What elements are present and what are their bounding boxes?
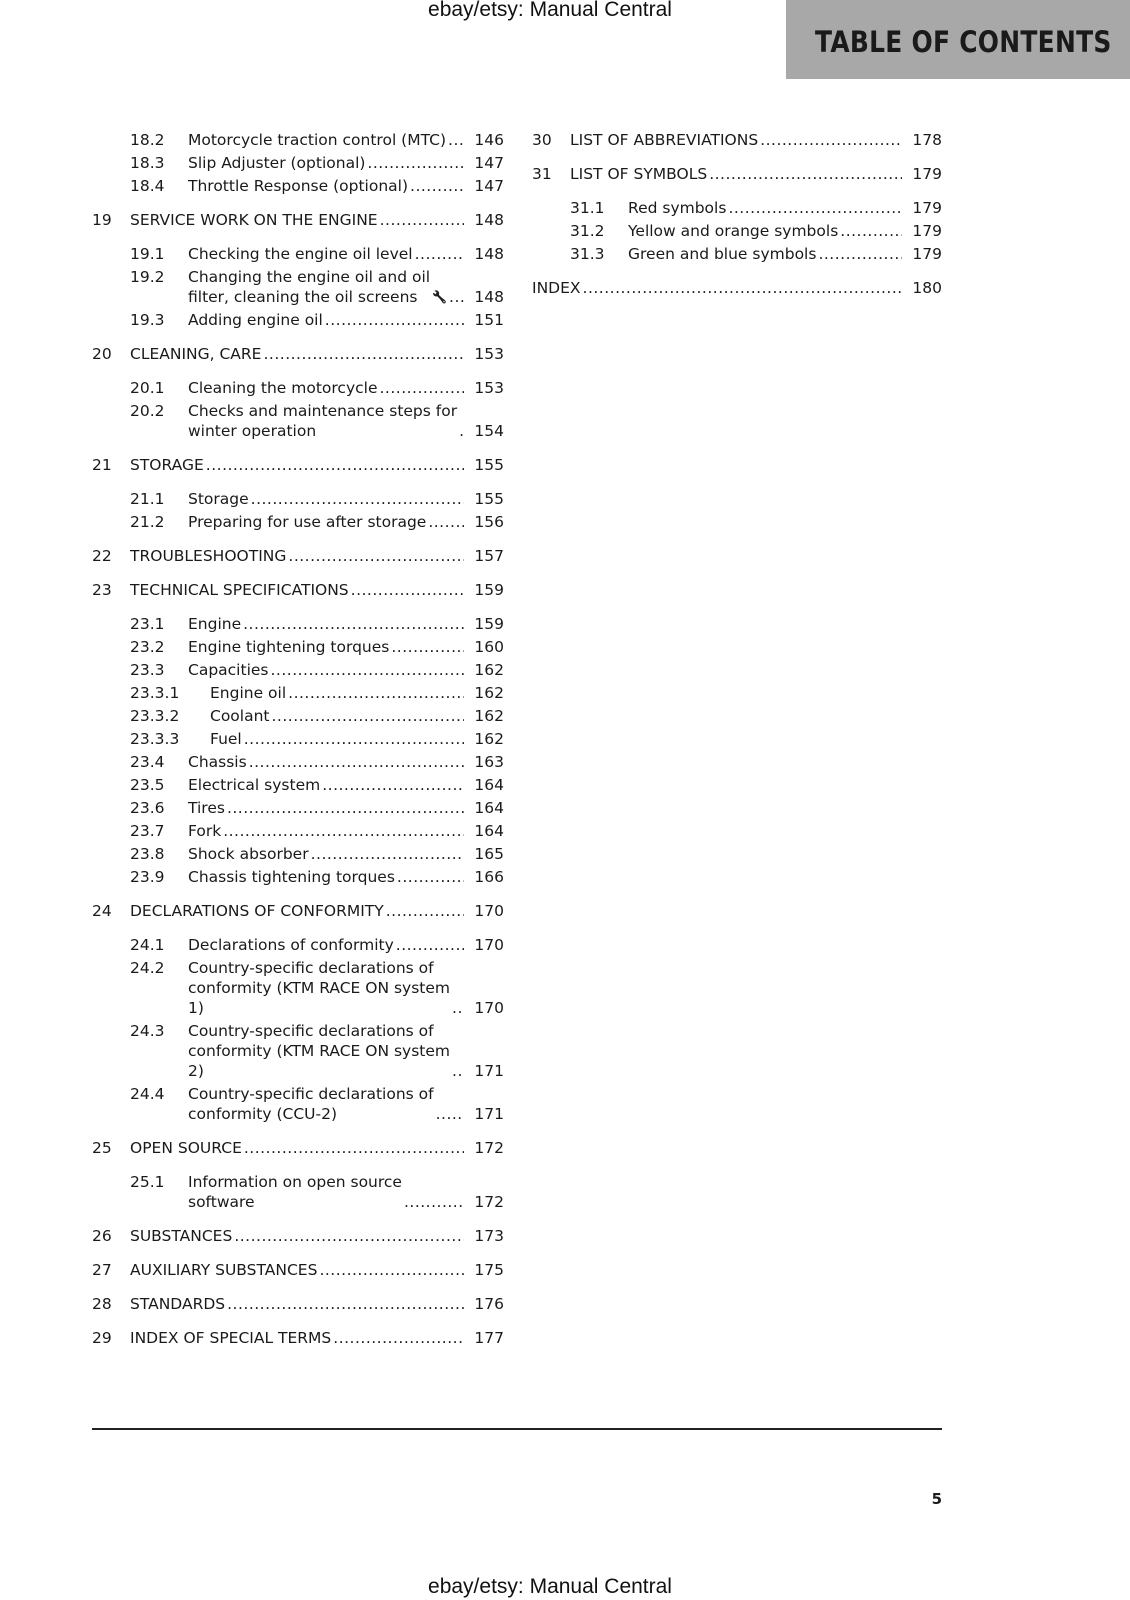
toc-entry-title: Shock absorber — [188, 845, 309, 863]
toc-entry-title: Chassis tightening torques — [188, 868, 395, 886]
toc-leader-dots — [367, 153, 464, 173]
toc-entry-title: INDEX — [532, 279, 581, 297]
toc-entry-title: Preparing for use after storage — [188, 513, 427, 531]
toc-entry-title: software — [188, 1193, 255, 1211]
toc-leader-dots — [227, 798, 464, 818]
toc-leader-dots — [333, 1328, 464, 1348]
toc-leader-dots — [227, 1294, 464, 1314]
toc-section-entry[interactable] — [92, 660, 504, 680]
toc-entry-number: 19.3 — [130, 311, 165, 329]
toc-page-number: 177 — [474, 1329, 504, 1347]
toc-page-number: 162 — [474, 730, 504, 748]
toc-page-number: 171 — [474, 1062, 504, 1080]
toc-entry-number: 23.3.2 — [130, 707, 180, 725]
toc-entry-number: 18.3 — [130, 154, 165, 172]
toc-leader-dots — [448, 130, 464, 150]
toc-entry-title: SUBSTANCES — [130, 1227, 233, 1245]
toc-entry-title: Fuel — [210, 730, 242, 748]
toc-entry-number: 30 — [532, 131, 552, 149]
toc-page-number: 164 — [474, 799, 504, 817]
toc-entry-title: Motorcycle traction control (MTC) — [188, 131, 447, 149]
toc-entry-title: Country-specific declarations of — [188, 1085, 434, 1103]
toc-page-number: 180 — [912, 279, 942, 297]
toc-chapter-entry[interactable] — [92, 1138, 504, 1158]
toc-page-number: 170 — [474, 999, 504, 1017]
toc-entry-title: STORAGE — [130, 456, 204, 474]
toc-section-entry[interactable] — [92, 1021, 504, 1081]
toc-leader-dots — [379, 378, 464, 398]
toc-leader-dots — [288, 683, 464, 703]
toc-entry-title: Throttle Response (optional) — [188, 177, 409, 195]
toc-entry-number: 23.3 — [130, 661, 165, 679]
toc-section-entry[interactable] — [92, 958, 504, 1018]
toc-section-entry[interactable] — [532, 244, 942, 264]
toc-entry-title: Tires — [188, 799, 225, 817]
toc-leader-dots — [709, 164, 902, 184]
toc-entry-number: 23.3.1 — [130, 684, 180, 702]
toc-page-number: 148 — [474, 245, 504, 263]
toc-section-entry[interactable] — [92, 935, 504, 955]
footer-divider — [92, 1428, 942, 1430]
toc-leader-dots — [263, 344, 464, 364]
toc-page-number: 163 — [474, 753, 504, 771]
toc-entry-title: CLEANING, CARE — [130, 345, 262, 363]
toc-entry-title: AUXILIARY SUBSTANCES — [130, 1261, 318, 1279]
toc-section-entry[interactable] — [92, 401, 504, 441]
toc-leader-dots — [319, 1260, 464, 1280]
toc-page-number: 170 — [474, 936, 504, 954]
toc-page-number: 146 — [474, 131, 504, 149]
toc-section-entry[interactable] — [92, 153, 504, 173]
toc-entry-title: Engine tightening torques — [188, 638, 390, 656]
toc-page-number: 179 — [912, 165, 942, 183]
toc-entry-number: 21 — [92, 456, 112, 474]
toc-page-number: 162 — [474, 661, 504, 679]
toc-entry-title: LIST OF ABBREVIATIONS — [570, 131, 759, 149]
toc-entry-number: 23.9 — [130, 868, 165, 886]
toc-page-number: 147 — [474, 154, 504, 172]
toc-entry-number: 24 — [92, 902, 112, 920]
toc-entry-title: 2) — [188, 1062, 204, 1080]
toc-leader-dots — [818, 244, 902, 264]
toc-section-entry[interactable] — [92, 729, 504, 749]
toc-entry-title: conformity (CCU-2) — [188, 1105, 337, 1123]
toc-page-number: 159 — [474, 581, 504, 599]
toc-leader-dots — [234, 1226, 464, 1246]
toc-entry-number: 24.3 — [130, 1022, 165, 1040]
toc-entry-title: Engine — [188, 615, 242, 633]
toc-entry-number: 18.2 — [130, 131, 165, 149]
toc-page-number: 164 — [474, 776, 504, 794]
toc-section-entry[interactable] — [532, 198, 942, 218]
toc-entry-number: 19 — [92, 211, 112, 229]
toc-section-entry[interactable] — [92, 310, 504, 330]
toc-entry-title: Changing the engine oil and oil — [188, 268, 431, 286]
toc-entry-number: 21.2 — [130, 513, 165, 531]
toc-section-entry[interactable] — [92, 798, 504, 818]
toc-section-entry[interactable] — [92, 489, 504, 509]
toc-chapter-entry[interactable] — [92, 1226, 504, 1246]
toc-section-entry[interactable] — [532, 221, 942, 241]
toc-entry-title: conformity (KTM RACE ON system — [188, 979, 451, 997]
toc-entry-number: 31.3 — [570, 245, 605, 263]
toc-page-number: 159 — [474, 615, 504, 633]
toc-entry-number: 19.2 — [130, 268, 165, 286]
toc-entry-number: 29 — [92, 1329, 112, 1347]
toc-entry-number: 31.1 — [570, 199, 605, 217]
toc-page-number: 157 — [474, 547, 504, 565]
toc-entry-title: conformity (KTM RACE ON system — [188, 1042, 451, 1060]
toc-entry-title: Storage — [188, 490, 249, 508]
toc-page-number: 160 — [474, 638, 504, 656]
toc-entry-title: 1) — [188, 999, 204, 1017]
toc-leader-dots — [270, 660, 464, 680]
toc-entry-number: 23.5 — [130, 776, 165, 794]
toc-page-number: 171 — [474, 1105, 504, 1123]
toc-entry-number: 20.1 — [130, 379, 165, 397]
toc-chapter-entry[interactable] — [92, 580, 504, 600]
toc-entry-title: TROUBLESHOOTING — [130, 547, 287, 565]
toc-chapter-entry[interactable] — [92, 1328, 504, 1348]
toc-entry-number: 22 — [92, 547, 112, 565]
toc-page-number: 176 — [474, 1295, 504, 1313]
toc-section-entry[interactable] — [92, 867, 504, 887]
toc-leader-dots — [410, 176, 464, 196]
toc-entry-number: 26 — [92, 1227, 112, 1245]
toc-leader-dots — [840, 221, 902, 241]
toc-entry-title: INDEX OF SPECIAL TERMS — [130, 1329, 332, 1347]
toc-entry-number: 28 — [92, 1295, 112, 1313]
toc-leader-dots — [244, 1138, 464, 1158]
page-number: 5 — [931, 1490, 942, 1508]
toc-section-entry[interactable] — [92, 512, 504, 532]
toc-page-number: 172 — [474, 1139, 504, 1157]
toc-entry-number: 24.2 — [130, 959, 165, 977]
toc-leader-dots — [322, 775, 464, 795]
toc-section-entry[interactable] — [92, 821, 504, 841]
toc-section-entry[interactable] — [92, 614, 504, 634]
toc-chapter-entry[interactable] — [532, 130, 942, 150]
toc-page-number: 179 — [912, 222, 942, 240]
toc-page-number: 162 — [474, 707, 504, 725]
toc-entry-number: 25.1 — [130, 1173, 165, 1191]
toc-entry-title: Fork — [188, 822, 222, 840]
toc-page-number: 164 — [474, 822, 504, 840]
toc-page-number: 147 — [474, 177, 504, 195]
page-title: TABLE OF CONTENTS — [815, 25, 1112, 59]
toc-entry-title: OPEN SOURCE — [130, 1139, 242, 1157]
toc-section-entry[interactable] — [92, 244, 504, 264]
toc-leader-dots — [311, 844, 464, 864]
toc-leader-dots — [223, 821, 464, 841]
toc-leader-dots — [244, 729, 464, 749]
toc-page-number: 170 — [474, 902, 504, 920]
toc-entry-number: 27 — [92, 1261, 112, 1279]
toc-section-entry[interactable] — [92, 844, 504, 864]
toc-leader-dots — [249, 752, 464, 772]
toc-entry-number: 31.2 — [570, 222, 605, 240]
toc-page-number: 173 — [474, 1227, 504, 1245]
toc-entry-title: Coolant — [210, 707, 270, 725]
toc-leader-dots — [206, 455, 464, 475]
toc-section-entry[interactable] — [92, 752, 504, 772]
toc-leader-dots — [449, 287, 464, 307]
toc-section-entry[interactable] — [92, 176, 504, 196]
toc-page-number: 148 — [474, 288, 504, 306]
toc-page-number: 151 — [474, 311, 504, 329]
toc-page-number: 179 — [912, 199, 942, 217]
toc-page-number: 179 — [912, 245, 942, 263]
toc-entry-title: Checking the engine oil level — [188, 245, 413, 263]
toc-chapter-entry[interactable] — [92, 901, 504, 921]
toc-leader-dots — [380, 210, 464, 230]
toc-entry-title: Country-specific declarations of — [188, 959, 434, 977]
toc-entry-title: Engine oil — [210, 684, 287, 702]
toc-page-number: 178 — [912, 131, 942, 149]
section-header — [786, 0, 1130, 79]
toc-leader-dots — [391, 637, 464, 657]
toc-chapter-entry[interactable] — [92, 455, 504, 475]
toc-page-number: 162 — [474, 684, 504, 702]
toc-entry-number: 23.7 — [130, 822, 165, 840]
toc-entry-title: Country-specific declarations of — [188, 1022, 434, 1040]
toc-entry-title: STANDARDS — [130, 1295, 226, 1313]
toc-entry-title: filter, cleaning the oil screens — [188, 288, 418, 306]
toc-entry-title: Green and blue symbols — [628, 245, 817, 263]
toc-page-number: 148 — [474, 211, 504, 229]
toc-entry-title: Declarations of conformity — [188, 936, 394, 954]
toc-leader-dots — [396, 935, 464, 955]
toc-right-column — [532, 130, 942, 312]
toc-section-entry[interactable] — [92, 130, 504, 150]
toc-entry-number: 19.1 — [130, 245, 165, 263]
toc-entry-number: 31 — [532, 165, 552, 183]
toc-section-entry[interactable] — [92, 378, 504, 398]
toc-page-number: 172 — [474, 1193, 504, 1211]
toc-leader-dots — [760, 130, 902, 150]
toc-leader-dots — [272, 706, 465, 726]
toc-entry-number: 20 — [92, 345, 112, 363]
toc-index-entry[interactable] — [532, 278, 942, 298]
toc-leader-dots — [436, 1104, 464, 1124]
toc-chapter-entry[interactable] — [92, 1294, 504, 1314]
toc-entry-title: DECLARATIONS OF CONFORMITY — [130, 902, 384, 920]
toc-leader-dots — [583, 278, 902, 298]
toc-chapter-entry[interactable] — [532, 164, 942, 184]
toc-leader-dots — [325, 310, 464, 330]
toc-leader-dots — [243, 614, 464, 634]
toc-entry-number: 23.2 — [130, 638, 165, 656]
toc-section-entry[interactable] — [92, 637, 504, 657]
toc-chapter-entry[interactable] — [92, 210, 504, 230]
toc-entry-number: 23.1 — [130, 615, 165, 633]
toc-section-entry[interactable] — [92, 1172, 504, 1212]
toc-page-number: 156 — [474, 513, 504, 531]
toc-leader-dots — [397, 867, 464, 887]
toc-entry-title: TECHNICAL SPECIFICATIONS — [130, 581, 349, 599]
toc-page-number: 153 — [474, 379, 504, 397]
toc-page-number: 153 — [474, 345, 504, 363]
toc-entry-number: 23.4 — [130, 753, 165, 771]
toc-leader-dots — [415, 244, 464, 264]
toc-section-entry[interactable] — [92, 706, 504, 726]
toc-leader-dots — [404, 1192, 464, 1212]
toc-left-column — [92, 130, 504, 1362]
toc-leader-dots — [452, 998, 464, 1018]
toc-entry-number: 24.4 — [130, 1085, 165, 1103]
toc-leader-dots — [288, 546, 464, 566]
toc-page-number: 166 — [474, 868, 504, 886]
toc-chapter-entry[interactable] — [92, 344, 504, 364]
toc-page-number: 155 — [474, 456, 504, 474]
watermark-top: ebay/etsy: Manual Central — [428, 0, 672, 21]
toc-leader-dots — [386, 901, 464, 921]
toc-page-number: 154 — [474, 422, 504, 440]
toc-page-number: 165 — [474, 845, 504, 863]
toc-entry-number: 23.3.3 — [130, 730, 180, 748]
toc-entry-title: Information on open source — [188, 1173, 402, 1191]
toc-section-entry[interactable] — [92, 1084, 504, 1124]
wrench-icon: 🔧 — [432, 290, 448, 304]
toc-entry-number: 21.1 — [130, 490, 165, 508]
toc-page-number: 175 — [474, 1261, 504, 1279]
toc-leader-dots — [728, 198, 902, 218]
toc-entry-title: Chassis — [188, 753, 247, 771]
toc-entry-number: 23 — [92, 581, 112, 599]
toc-entry-title: Capacities — [188, 661, 269, 679]
toc-entry-number: 18.4 — [130, 177, 165, 195]
toc-entry-title: Slip Adjuster (optional) — [188, 154, 366, 172]
toc-entry-title: LIST OF SYMBOLS — [570, 165, 708, 183]
toc-chapter-entry[interactable] — [92, 546, 504, 566]
toc-entry-title: Checks and maintenance steps for — [188, 402, 458, 420]
toc-leader-dots — [351, 580, 464, 600]
toc-entry-title: winter operation — [188, 422, 317, 440]
toc-leader-dots — [452, 1061, 464, 1081]
toc-entry-title: Adding engine oil — [188, 311, 323, 329]
toc-page-number: 155 — [474, 490, 504, 508]
toc-entry-number: 23.8 — [130, 845, 165, 863]
toc-entry-title: Yellow and orange symbols — [628, 222, 839, 240]
watermark-bottom: ebay/etsy: Manual Central — [428, 1575, 672, 1598]
toc-entry-number: 25 — [92, 1139, 112, 1157]
toc-leader-dots — [251, 489, 464, 509]
toc-entry-title: SERVICE WORK ON THE ENGINE — [130, 211, 378, 229]
toc-entry-number: 24.1 — [130, 936, 165, 954]
toc-entry-number: 23.6 — [130, 799, 165, 817]
toc-entry-number: 20.2 — [130, 402, 165, 420]
toc-entry-title: Cleaning the motorcycle — [188, 379, 378, 397]
toc-section-entry[interactable] — [92, 683, 504, 703]
toc-entry-title: Electrical system — [188, 776, 321, 794]
toc-entry-title: Red symbols — [628, 199, 727, 217]
toc-section-entry[interactable] — [92, 267, 504, 307]
toc-leader-dots — [428, 512, 464, 532]
toc-chapter-entry[interactable] — [92, 1260, 504, 1280]
toc-section-entry[interactable] — [92, 775, 504, 795]
